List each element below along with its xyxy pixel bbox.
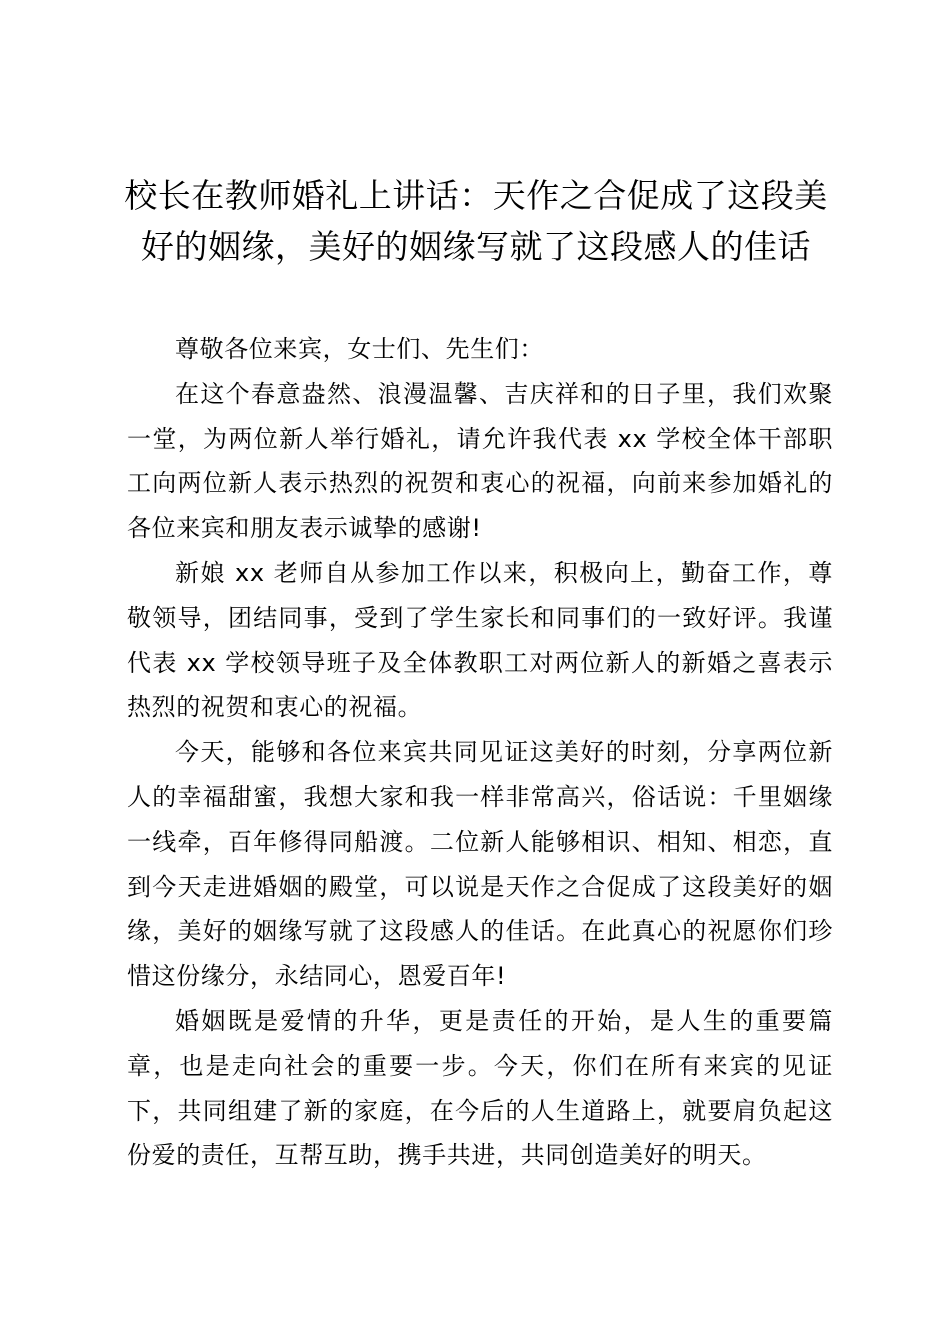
blessing-paragraph: 今天，能够和各位来宾共同见证这美好的时刻，分享两位新人的幸福甜蜜，我想大家和我一样非常高兴，俗话说：千里姻缘一线牵，百年修得同船渡。二位新人能够相识、相知、相恋，直到今天走进婚姻的殿堂，可以说是天作之合促成了这段美好的姻缘，美好的姻缘写就了这段感人的佳话。在此真心的祝愿你们珍惜这份缘分，永结同心，恩爱百年! xyxy=(127,738,833,991)
bride-paragraph: 新娘 xx 老师自从参加工作以来，积极向上，勤奋工作，尊敬领导，团结同事，受到了学生家长和同事们的一致好评。我谨代表 xx 学校领导班子及全体教职工对两位新人的新婚之喜表示热烈的祝贺和衷心的祝福。 xyxy=(127,558,833,722)
document-body xyxy=(127,327,833,1178)
document-title: 校长在教师婚礼上讲话：天作之合促成了这段美好的姻缘，美好的姻缘写就了这段感人的佳话 xyxy=(124,176,828,266)
salutation-paragraph: 尊敬各位来宾，女士们、先生们： xyxy=(175,335,544,363)
responsibility-paragraph: 婚姻既是爱情的升华，更是责任的开始，是人生的重要篇章，也是走向社会的重要一步。今天，你们在所有来宾的见证下，共同组建了新的家庭，在今后的人生道路上，就要肩负起这份爱的责任，互帮互助，携手共进，共同创造美好的明天。 xyxy=(127,1006,833,1170)
opening-paragraph: 在这个春意盎然、浪漫温馨、吉庆祥和的日子里，我们欢聚一堂，为两位新人举行婚礼，请允许我代表 xx 学校全体干部职工向两位新人表示热烈的祝贺和衷心的祝福，向前来参加婚礼的各位来宾和朋友表示诚挚的感谢! xyxy=(127,379,833,543)
